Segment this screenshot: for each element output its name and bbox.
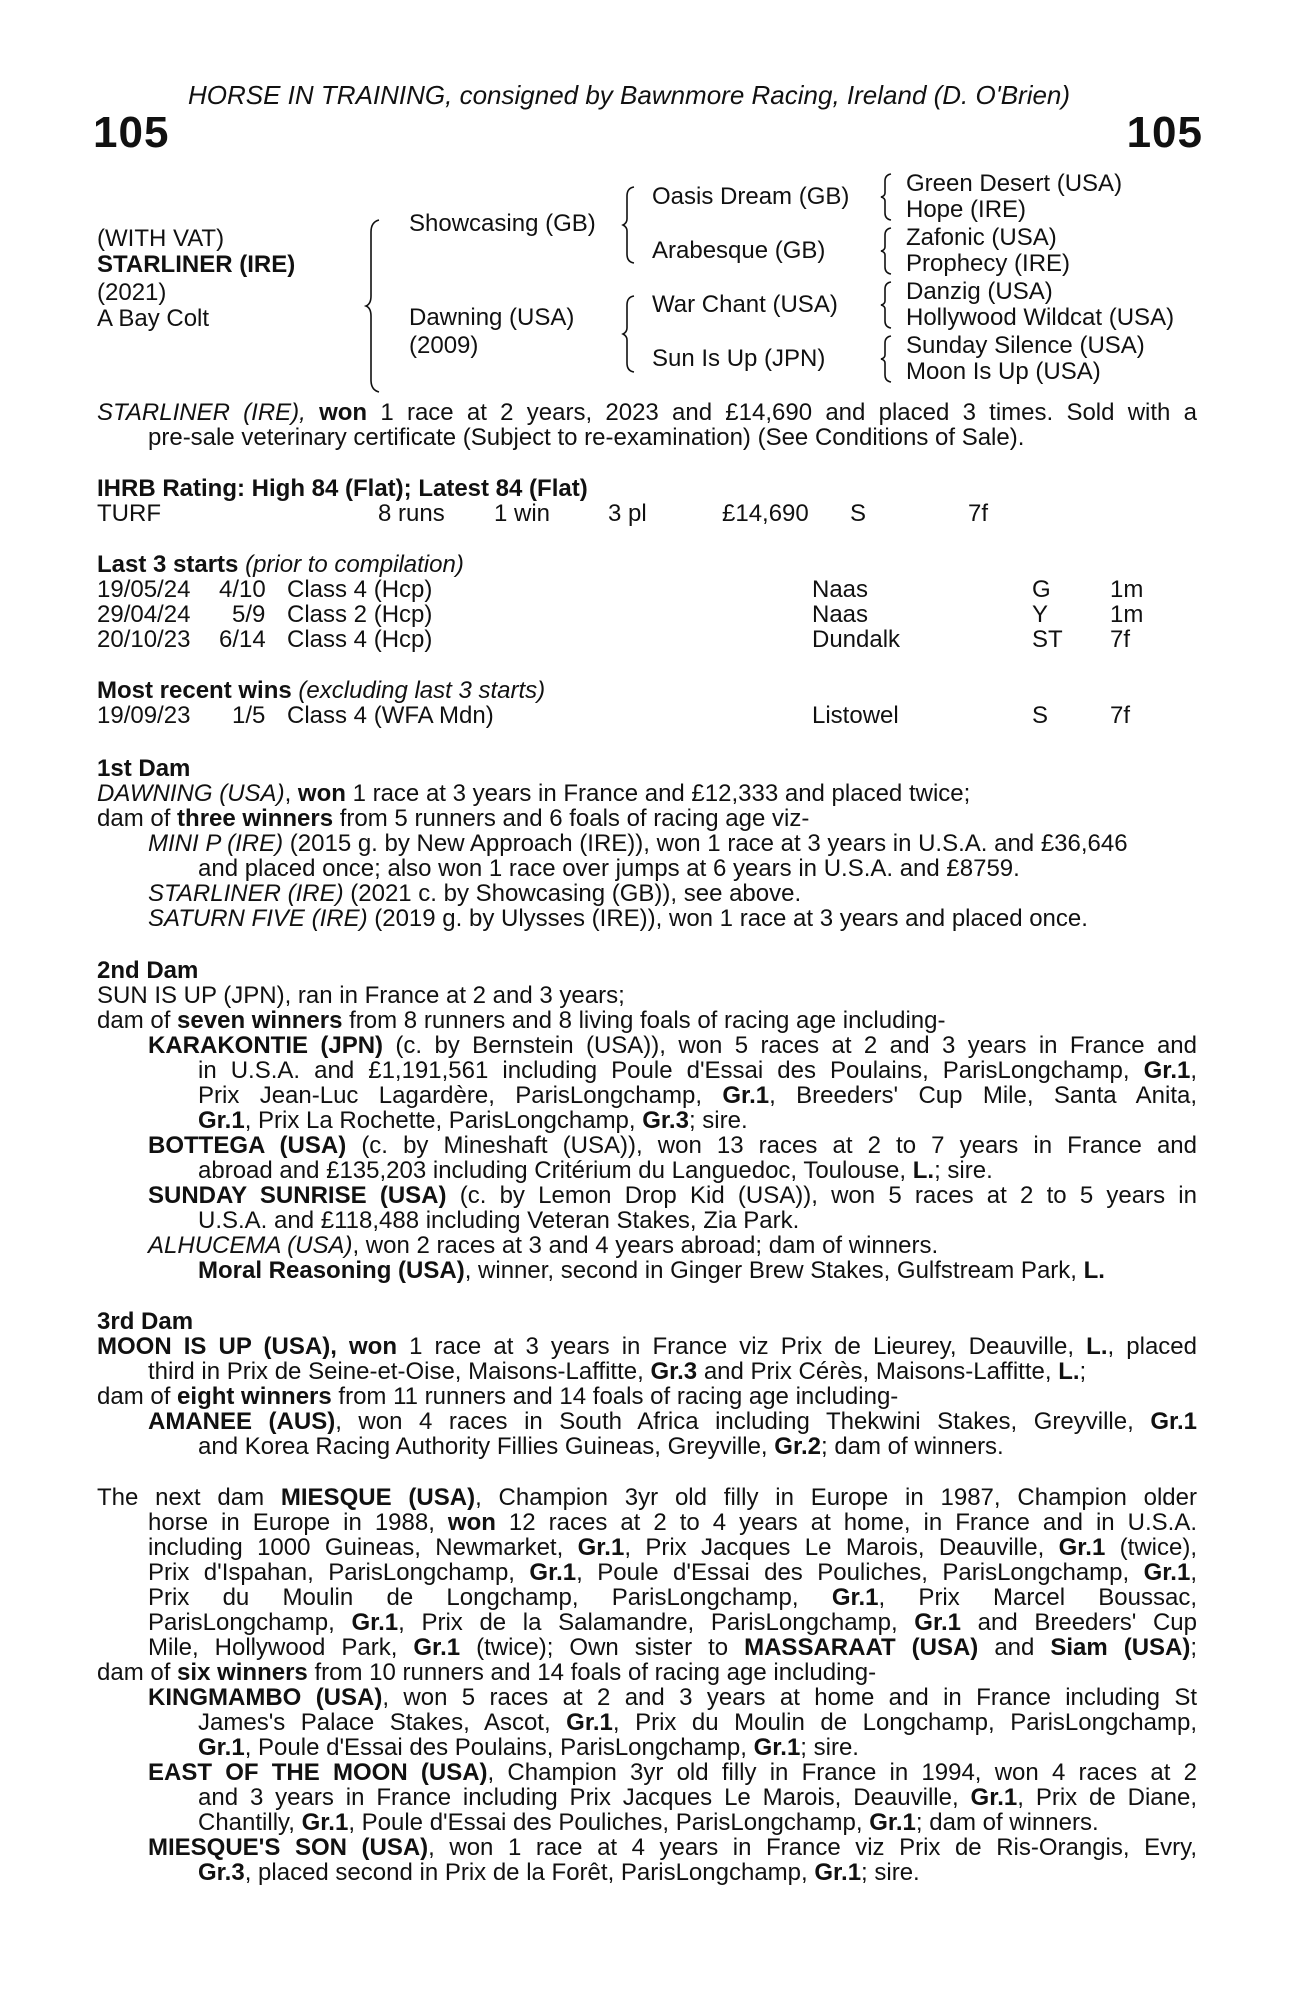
win-course: Listowel <box>812 702 899 729</box>
dam3-heading: 3rd Dam <box>97 1308 194 1335</box>
start-course: Naas <box>812 576 869 603</box>
start-position: 6/14 <box>219 626 266 653</box>
ihrb-distance: 7f <box>968 500 989 527</box>
dam2-heading: 2nd Dam <box>97 957 199 984</box>
summary-line-1: STARLINER (IRE), won 1 race at 2 years, 2023 and £14,690 and placed 3 times. Sold with a <box>97 399 1198 426</box>
pedigree-bracket-dam <box>622 295 642 373</box>
dam2-line: Gr.1, Prix La Rochette, ParisLongchamp, Gr.3; sire. <box>198 1107 748 1134</box>
dam1-line: DAWNING (USA), won 1 race at 3 years in France and £12,333 and placed twice; <box>97 780 971 807</box>
start-going: ST <box>1032 626 1063 653</box>
dam3-line: dam of eight winners from 11 runners and 14 foals of racing age including- <box>97 1383 899 1410</box>
ihrb-placed: 3 pl <box>608 500 647 527</box>
dam3-line: MOON IS UP (USA), won 1 race at 3 years in France viz Prix de Lieurey, Deauville, L., placed <box>97 1333 1197 1360</box>
horse-year: (2021) <box>97 279 167 306</box>
horse-description: A Bay Colt <box>97 305 210 332</box>
pedigree-bracket-g1 <box>880 173 898 221</box>
dam3-line: AMANEE (AUS), won 4 races in South Africa including Thekwini Stakes, Greyville, Gr.1 <box>148 1408 1198 1435</box>
pedigree-dam-dam: Sun Is Up (JPN) <box>652 345 826 372</box>
start-race: Class 4 (Hcp) <box>287 576 433 603</box>
next-dam-line: The next dam MIESQUE (USA), Champion 3yr old filly in Europe in 1987, Champion older <box>97 1484 1197 1511</box>
dam1-line: MINI P (IRE) (2015 g. by New Approach (IRE)), won 1 race at 3 years in U.S.A. and £36,646 <box>148 830 1128 857</box>
start-distance: 1m <box>1110 576 1144 603</box>
dam2-line: SUNDAY SUNRISE (USA) (c. by Lemon Drop Kid (USA)), won 5 races at 2 to 5 years in <box>148 1182 1197 1209</box>
next-dam-line: EAST OF THE MOON (USA), Champion 3yr old filly in France in 1994, won 4 races at 2 <box>148 1759 1197 1786</box>
dam1-line: dam of three winners from 5 runners and 6 foals of racing age viz- <box>97 805 810 832</box>
start-date: 20/10/23 <box>97 626 191 653</box>
ihrb-surface: TURF <box>97 500 161 527</box>
next-dam-line: ParisLongchamp, Gr.1, Prix de la Salamandre, ParisLongchamp, Gr.1 and Breeders' Cup <box>148 1609 1197 1636</box>
next-dam-line: dam of six winners from 10 runners and 14 foals of racing age including- <box>97 1659 877 1686</box>
dam3-line: and Korea Racing Authority Fillies Guineas, Greyville, Gr.2; dam of winners. <box>198 1433 1004 1460</box>
pedigree-dam-sire: War Chant (USA) <box>652 291 838 318</box>
pedigree-dam: Dawning (USA) <box>409 304 575 331</box>
dam2-line: Moral Reasoning (USA), winner, second in Ginger Brew Stakes, Gulfstream Park, L. <box>198 1257 1105 1284</box>
next-dam-line: Chantilly, Gr.1, Poule d'Essai des Pouliches, ParisLongchamp, Gr.1; dam of winners. <box>198 1809 1099 1836</box>
pedigree-g1: Green Desert (USA) <box>906 170 1123 197</box>
lot-number-left: 105 <box>93 108 170 157</box>
pedigree-sire-sire: Oasis Dream (GB) <box>652 183 850 210</box>
next-dam-line: and 3 years in France including Prix Jacques Le Marois, Deauville, Gr.1, Prix de Diane, <box>198 1784 1198 1811</box>
start-going: Y <box>1032 601 1049 628</box>
start-distance: 1m <box>1110 601 1144 628</box>
summary-line-2: pre-sale veterinary certificate (Subject to re-examination) (See Conditions of Sale). <box>148 424 1025 451</box>
win-distance: 7f <box>1110 702 1131 729</box>
last-starts-heading: Last 3 starts (prior to compilation) <box>97 551 464 578</box>
pedigree-bracket-main <box>365 218 385 393</box>
start-date: 29/04/24 <box>97 601 191 628</box>
next-dam-line: horse in Europe in 1988, won 12 races at 2 to 4 years at home, in France and in U.S.A. <box>148 1509 1198 1536</box>
win-race: Class 4 (WFA Mdn) <box>287 702 494 729</box>
dam2-line: SUN IS UP (JPN), ran in France at 2 and 3 years; <box>97 982 625 1009</box>
win-date: 19/09/23 <box>97 702 191 729</box>
start-race: Class 4 (Hcp) <box>287 626 433 653</box>
dam2-line: dam of seven winners from 8 runners and 8 living foals of racing age including- <box>97 1007 946 1034</box>
dam2-line: KARAKONTIE (JPN) (c. by Bernstein (USA)), won 5 races at 2 and 3 years in France and <box>148 1032 1197 1059</box>
pedigree-dam-year: (2009) <box>409 332 479 359</box>
start-going: G <box>1032 576 1051 603</box>
pedigree-g2: Hope (IRE) <box>906 196 1027 223</box>
pedigree-g6: Hollywood Wildcat (USA) <box>906 304 1175 331</box>
pedigree-g4: Prophecy (IRE) <box>906 250 1071 277</box>
dam2-line: Prix Jean-Luc Lagardère, ParisLongchamp, Gr.1, Breeders' Cup Mile, Santa Anita, <box>198 1082 1198 1109</box>
next-dam-line: James's Palace Stakes, Ascot, Gr.1, Prix du Moulin de Longchamp, ParisLongchamp, <box>198 1709 1197 1736</box>
ihrb-prize: £14,690 <box>722 500 809 527</box>
dam3-line: third in Prix de Seine-et-Oise, Maisons-Laffitte, Gr.3 and Prix Cérès, Maisons-Laffitte, L.; <box>148 1358 1087 1385</box>
start-distance: 7f <box>1110 626 1131 653</box>
dam2-line: ALHUCEMA (USA), won 2 races at 3 and 4 years abroad; dam of winners. <box>148 1232 939 1259</box>
ihrb-going: S <box>850 500 867 527</box>
next-dam-line: KINGMAMBO (USA), won 5 races at 2 and 3 years at home and in France including St <box>148 1684 1198 1711</box>
pedigree-sire: Showcasing (GB) <box>409 210 596 237</box>
recent-wins-heading: Most recent wins (excluding last 3 starts) <box>97 677 546 704</box>
pedigree-g5: Danzig (USA) <box>906 278 1053 305</box>
ihrb-runs: 8 runs <box>378 500 445 527</box>
dam2-line: BOTTEGA (USA) (c. by Mineshaft (USA)), won 13 races at 2 to 7 years in France and <box>148 1132 1197 1159</box>
win-going: S <box>1032 702 1049 729</box>
start-position: 4/10 <box>219 576 266 603</box>
win-position: 1/5 <box>232 702 266 729</box>
dam1-line: and placed once; also won 1 race over jumps at 6 years in U.S.A. and £8759. <box>198 855 1020 882</box>
next-dam-line: Prix du Moulin de Longchamp, ParisLongchamp, Gr.1, Prix Marcel Boussac, <box>148 1584 1198 1611</box>
pedigree-bracket-g4 <box>880 335 898 383</box>
horse-name: STARLINER (IRE) <box>97 251 296 278</box>
next-dam-line: Mile, Hollywood Park, Gr.1 (twice); Own sister to MASSARAAT (USA) and Siam (USA); <box>148 1634 1198 1661</box>
next-dam-line: Gr.1, Poule d'Essai des Poulains, ParisLongchamp, Gr.1; sire. <box>198 1734 859 1761</box>
start-position: 5/9 <box>232 601 266 628</box>
pedigree-bracket-sire <box>622 186 642 264</box>
ihrb-wins: 1 win <box>494 500 551 527</box>
ihrb-rating: IHRB Rating: High 84 (Flat); Latest 84 (Flat) <box>97 475 588 502</box>
page-header: HORSE IN TRAINING, consigned by Bawnmore Racing, Ireland (D. O'Brien) <box>188 80 1071 110</box>
dam1-heading: 1st Dam <box>97 755 191 782</box>
pedigree-g3: Zafonic (USA) <box>906 224 1057 251</box>
pedigree-g8: Moon Is Up (USA) <box>906 358 1101 385</box>
pedigree-sire-dam: Arabesque (GB) <box>652 237 826 264</box>
pedigree-bracket-g2 <box>880 227 898 275</box>
vat-note: (WITH VAT) <box>97 225 225 252</box>
dam2-line: U.S.A. and £118,488 including Veteran Stakes, Zia Park. <box>198 1207 800 1234</box>
lot-number-right: 105 <box>1126 108 1203 157</box>
pedigree-bracket-g3 <box>880 281 898 329</box>
pedigree-g7: Sunday Silence (USA) <box>906 332 1145 359</box>
start-course: Naas <box>812 601 869 628</box>
dam1-line: SATURN FIVE (IRE) (2019 g. by Ulysses (IRE)), won 1 race at 3 years and placed once. <box>148 905 1088 932</box>
start-course: Dundalk <box>812 626 901 653</box>
dam1-line: STARLINER (IRE) (2021 c. by Showcasing (GB)), see above. <box>148 880 802 907</box>
next-dam-line: including 1000 Guineas, Newmarket, Gr.1, Prix Jacques Le Marois, Deauville, Gr.1 (twice), <box>148 1534 1198 1561</box>
start-race: Class 2 (Hcp) <box>287 601 433 628</box>
next-dam-line: Gr.3, placed second in Prix de la Forêt, ParisLongchamp, Gr.1; sire. <box>198 1859 920 1886</box>
dam2-line: abroad and £135,203 including Critérium du Languedoc, Toulouse, L.; sire. <box>198 1157 993 1184</box>
dam2-line: in U.S.A. and £1,191,561 including Poule d'Essai des Poulains, ParisLongchamp, Gr.1, <box>198 1057 1198 1084</box>
start-date: 19/05/24 <box>97 576 191 603</box>
next-dam-line: Prix d'Ispahan, ParisLongchamp, Gr.1, Poule d'Essai des Pouliches, ParisLongchamp, Gr.1, <box>148 1559 1197 1586</box>
next-dam-line: MIESQUE'S SON (USA), won 1 race at 4 years in France viz Prix de Ris-Orangis, Evry, <box>148 1834 1197 1861</box>
